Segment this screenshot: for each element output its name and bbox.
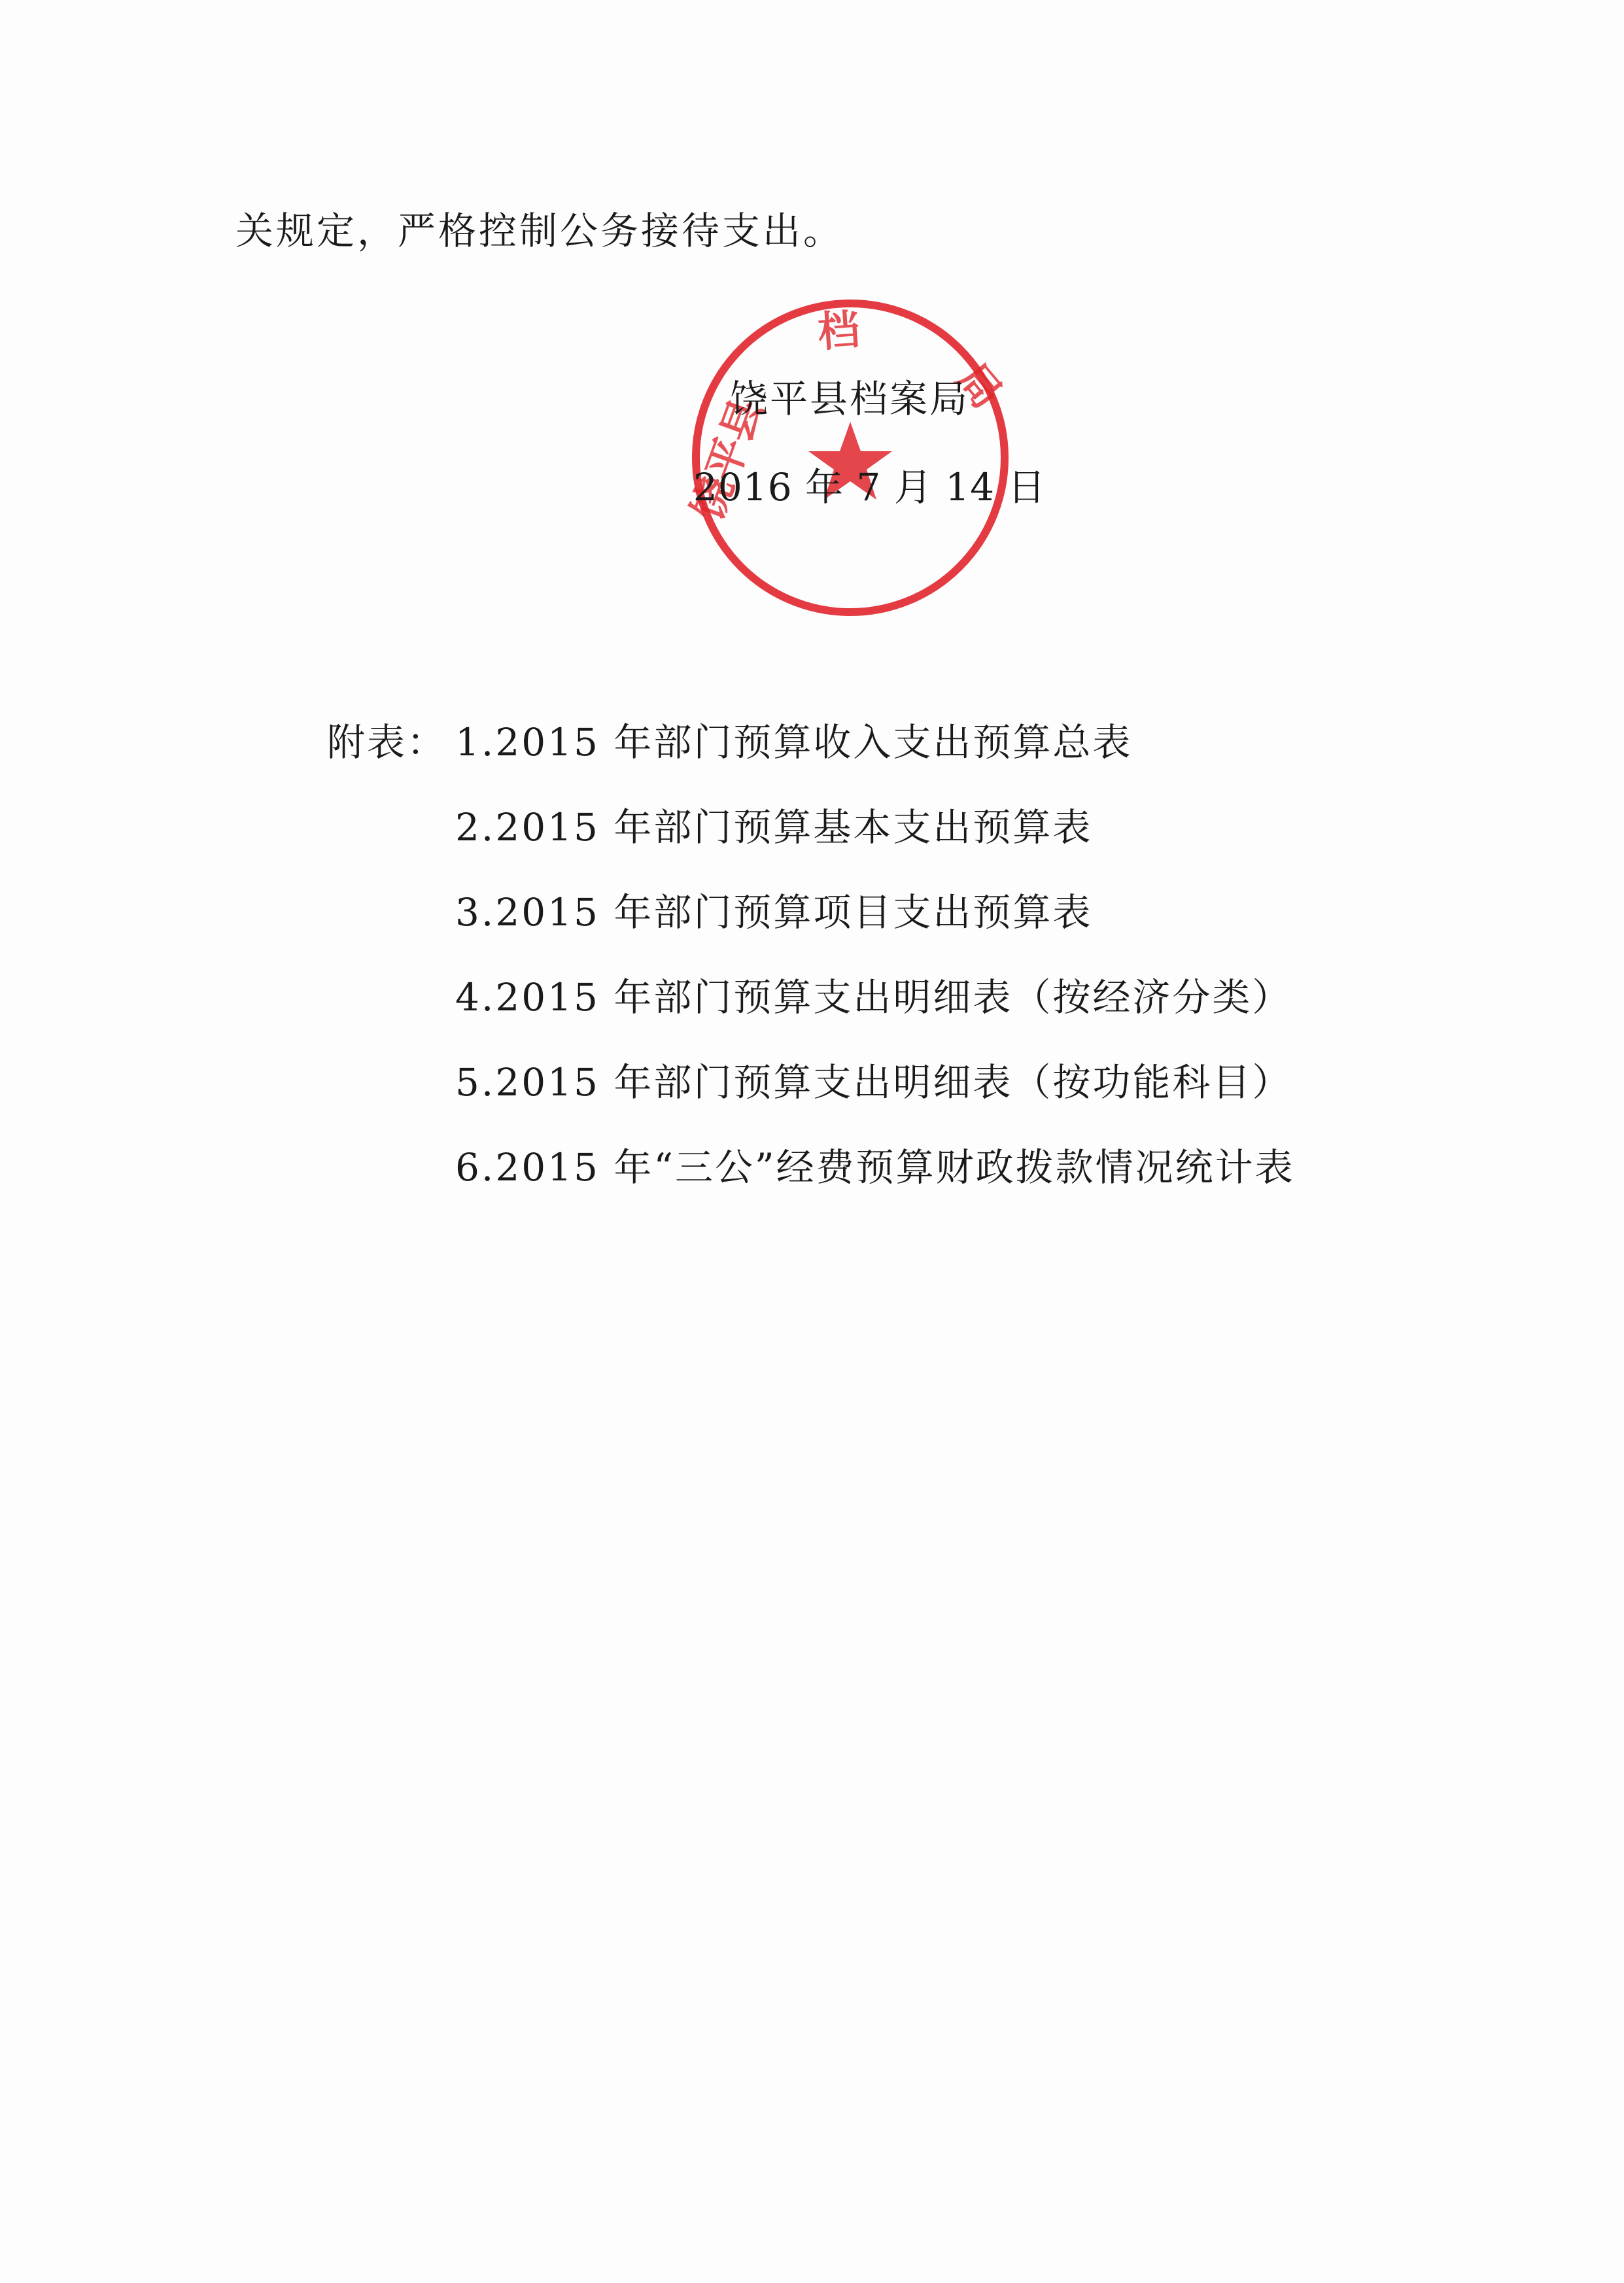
attachments-label: 附表： [327,720,447,764]
signing-organization: 饶平县档案局 [730,377,970,421]
signature-block [680,288,1046,654]
attachment-item-text: 2.2015 年部门预算基本支出预算表 [455,805,1093,850]
seal-text-left: 饶平县 [683,392,772,527]
attachment-item-text: 1.2015 年部门预算收入支出预算总表 [455,720,1133,764]
seal-text-top: 档 [816,305,861,357]
attachment-item-text: 4.2015 年部门预算支出明细表（按经济分类） [455,975,1292,1020]
official-seal-stamp [680,288,1020,628]
attachment-item-text: 6.2015 年“三公”经费预算财政拨款情况统计表 [455,1145,1295,1190]
seal-text-right: 局 [946,354,1012,419]
attachment-item-text: 3.2015 年部门预算项目支出预算表 [455,890,1093,935]
attachment-item-text: 5.2015 年部门预算支出明细表（按功能科目） [455,1060,1292,1105]
closing-paragraph-line: 关规定，严格控制公务接待支出。 [235,209,844,253]
signing-date: 2016 年 7 月 14 日 [693,465,1046,509]
